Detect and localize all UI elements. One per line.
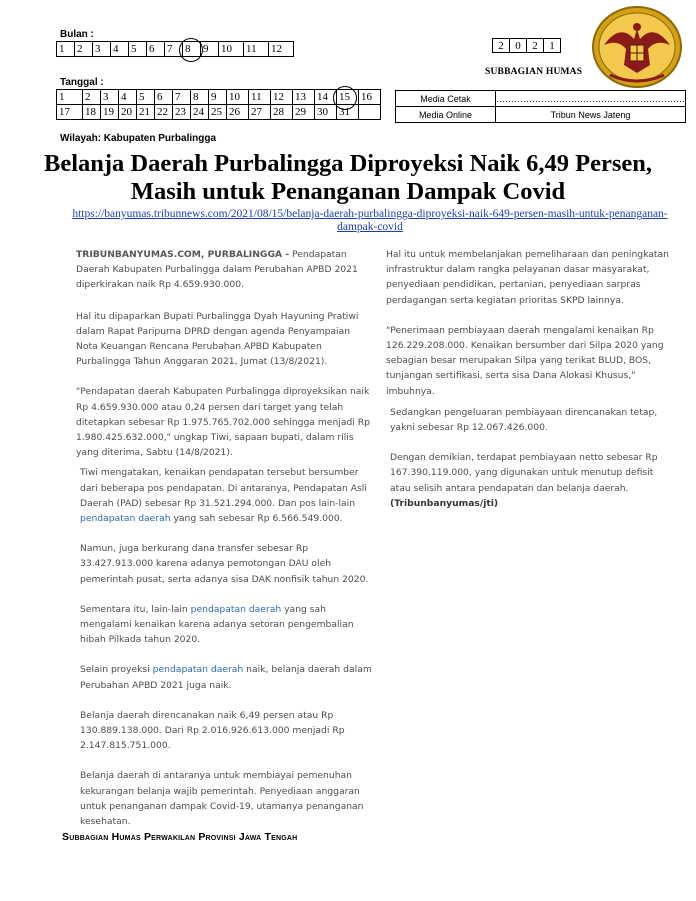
grid-cell: 25 [209, 105, 227, 120]
article-title: Belanja Daerah Purbalingga Diproyeksi Naik 6,49 Persen, Masih untuk Penanganan Dampak Covid [44, 150, 652, 205]
article-paragraph: Belanja daerah direncanakan naik 6,49 persen atau Rp 130.889.138.000. Dari Rp 2.016.926.613.000 menjadi Rp 2.147.815.751.000. [80, 709, 345, 752]
year-box [492, 38, 561, 53]
grid-cell: 31 [337, 105, 359, 120]
grid-cell: 8 [191, 90, 209, 105]
grid-cell: 7 [173, 90, 191, 105]
grid-cell: 5 [137, 90, 155, 105]
grid-cell: 1 [57, 42, 75, 57]
year-digit: 0 [510, 39, 527, 53]
grid-cell: 21 [137, 105, 155, 120]
media-online-value: Tribun News Jateng [496, 107, 686, 123]
article-paragraph: Dengan demikian, terdapat pembiayaan netto sebesar Rp 167.390.119.000, yang digunakan untuk menutup defisit atau selisih antara pendapatan dan belanja daerah. [390, 452, 658, 494]
grid-cell: 2 [75, 42, 93, 57]
article-paragraph: Namun, juga berkurang dana transfer sebesar Rp 33.427.913.000 karena adanya pemotongan DAU oleh pemerintah pusat, serta adanya sisa DAK nonfisik tahun 2020. [80, 543, 369, 585]
grid-cell: 6 [155, 90, 173, 105]
source-dateline: TRIBUNBANYUMAS.COM, PURBALINGGA - [76, 249, 290, 260]
article-paragraph: Hal itu dipaparkan Bupati Purbalingga Dyah Hayuning Pratiwi dalam Rapat Paripurna DPRD dengan agenda Penyampaian Nota Keuangan Rencana Perubahan APBD Kabupaten Purbalingga Tahun Anggaran 2021, Jumat (13/8/2021). [76, 310, 359, 368]
bulan-label: Bulan : [60, 29, 94, 40]
grid-cell: 8 [183, 42, 201, 57]
article-left-column [76, 247, 374, 829]
grid-cell: 12 [269, 42, 294, 57]
grid-cell: 18 [83, 105, 101, 120]
grid-cell: 9 [209, 90, 227, 105]
wilayah-label: Wilayah: Kabupaten Purbalingga [60, 133, 217, 144]
grid-cell: 24 [191, 105, 209, 120]
grid-cell: 7 [165, 42, 183, 57]
grid-cell: 28 [271, 105, 293, 120]
grid-cell: 23 [173, 105, 191, 120]
grid-cell: 9 [201, 42, 219, 57]
article-paragraph [80, 465, 374, 526]
pendapatan-daerah-link[interactable]: pendapatan daerah [190, 603, 282, 615]
article-credit: (Tribunbanyumas/jti) [390, 497, 499, 509]
grid-cell: 29 [293, 105, 315, 120]
media-online-label: Media Online [396, 107, 496, 123]
pendapatan-daerah-link[interactable]: pendapatan daerah [80, 513, 171, 525]
grid-cell: 27 [249, 105, 271, 120]
grid-cell: 20 [119, 105, 137, 120]
unit-label: SUBBAGIAN HUMAS [485, 67, 583, 77]
article-paragraph [76, 247, 374, 293]
media-table [395, 90, 686, 123]
article-paragraph: "Penerimaan pembiayaan daerah mengalami kenaikan Rp 126.229.208.000. Kenaikan bersumber dari Silpa 2020 yang sebagian besar merupakan Silpa yang terikat BLUD, BOS, tunjangan sertifikasi, serta sisa Dana Alokasi Khusus," imbuhnya. [386, 324, 664, 397]
grid-cell: 26 [227, 105, 249, 120]
article-paragraph: "Pendapatan daerah Kabupaten Purbalingga diproyeksikan naik Rp 4.659.930.000 atau 0,24 persen dari target yang telah ditetapkan sebesar Rp 1.975.765.702.000 sehingga menjadi Rp 1.980.425.632.000," ungkap Tiwi, sapaan bupati, dalam rilis yang diterima, Sabtu (14/8/2021). [76, 386, 370, 459]
grid-cell: 11 [249, 90, 271, 105]
grid-cell: 4 [119, 90, 137, 105]
grid-cell: 11 [244, 42, 269, 57]
article-url-link[interactable]: https://banyumas.tribunnews.com/2021/08/15/belanja-daerah-purbalingga-diproyeksi-naik-649-persen-masih-untuk-penanganan-dampak-covid [72, 208, 668, 233]
grid-cell [359, 105, 381, 120]
year-digit: 2 [493, 39, 510, 53]
grid-cell: 16 [359, 90, 381, 105]
grid-cell: 22 [155, 105, 173, 120]
month-grid [56, 41, 294, 57]
article-paragraph: Belanja daerah di antaranya untuk membiayai pemenuhan kekurangan belanja wajib pemerintah. Penyediaan anggaran untuk penanganan dampak Covid-19, utamanya penanganan kesehatan. [80, 770, 364, 828]
paragraph-text: Tiwi mengatakan, kenaikan pendapatan tersebut bersumber dari beberapa pos pendapatan. Di antaranya, Pendapatan Asli Daerah (PAD) sebesar Rp 31.521.294.000. Dan pos lain-lain [80, 467, 367, 509]
paragraph-text: Pendapatan Daerah Kabupaten Purbalingga dalam Perubahan APBD 2021 diperkirakan naik Rp 4.659.930.000. [76, 249, 358, 291]
grid-cell: 19 [101, 105, 119, 120]
article-paragraph: Sedangkan pengeluaran pembiayaan direncanakan tetap, yakni sebesar Rp 12.067.426.000. [390, 406, 658, 434]
article-paragraph [80, 602, 374, 648]
media-cetak-value: ……………………………………………………… [496, 91, 686, 107]
grid-cell: 6 [147, 42, 165, 57]
paragraph-text: Sementara itu, lain-lain [80, 603, 191, 615]
footer-label: Subbagian Humas Perwakilan Provinsi Jawa Tengah [62, 831, 298, 843]
day-grid [56, 89, 381, 120]
article-right-column [386, 247, 676, 511]
grid-cell: 14 [315, 90, 337, 105]
tanggal-label: Tanggal : [60, 77, 104, 88]
grid-cell: 10 [227, 90, 249, 105]
media-cetak-label: Media Cetak [396, 91, 496, 107]
paragraph-text: Selain proyeksi [80, 664, 153, 676]
grid-cell: 13 [293, 90, 315, 105]
pendapatan-daerah-link[interactable]: pendapatan daerah [152, 664, 244, 676]
grid-cell: 15 [337, 90, 359, 105]
year-digit: 1 [544, 39, 561, 53]
grid-cell: 5 [129, 42, 147, 57]
grid-cell: 10 [219, 42, 244, 57]
paragraph-text: yang sah sebesar Rp 6.566.549.000. [170, 513, 343, 525]
article-paragraph [80, 662, 374, 692]
grid-cell: 30 [315, 105, 337, 120]
garuda-emblem-icon [590, 5, 684, 95]
paragraph-text: naik, belanja daerah dalam Perubahan APBD 2021 juga naik. [80, 664, 372, 691]
year-digit: 2 [527, 39, 544, 53]
grid-cell: 2 [83, 90, 101, 105]
article-paragraph: Hal itu untuk membelanjakan pemeliharaan dan peningkatan infrastruktur dalam rangka pelayanan dasar masyarakat, penyediaan pendidikan, pertanian, penyediaan sarpras perdagangan serta kegiatan prioritas SKPD lainnya. [386, 249, 669, 306]
grid-cell: 4 [111, 42, 129, 57]
paragraph-text: yang sah mengalami kenaikan karena adanya setoran pengembalian hibah Pilkada tahun 2020. [80, 603, 354, 646]
grid-cell: 3 [101, 90, 119, 105]
grid-cell: 17 [57, 105, 83, 120]
grid-cell: 3 [93, 42, 111, 57]
grid-cell: 1 [57, 90, 83, 105]
grid-cell: 12 [271, 90, 293, 105]
